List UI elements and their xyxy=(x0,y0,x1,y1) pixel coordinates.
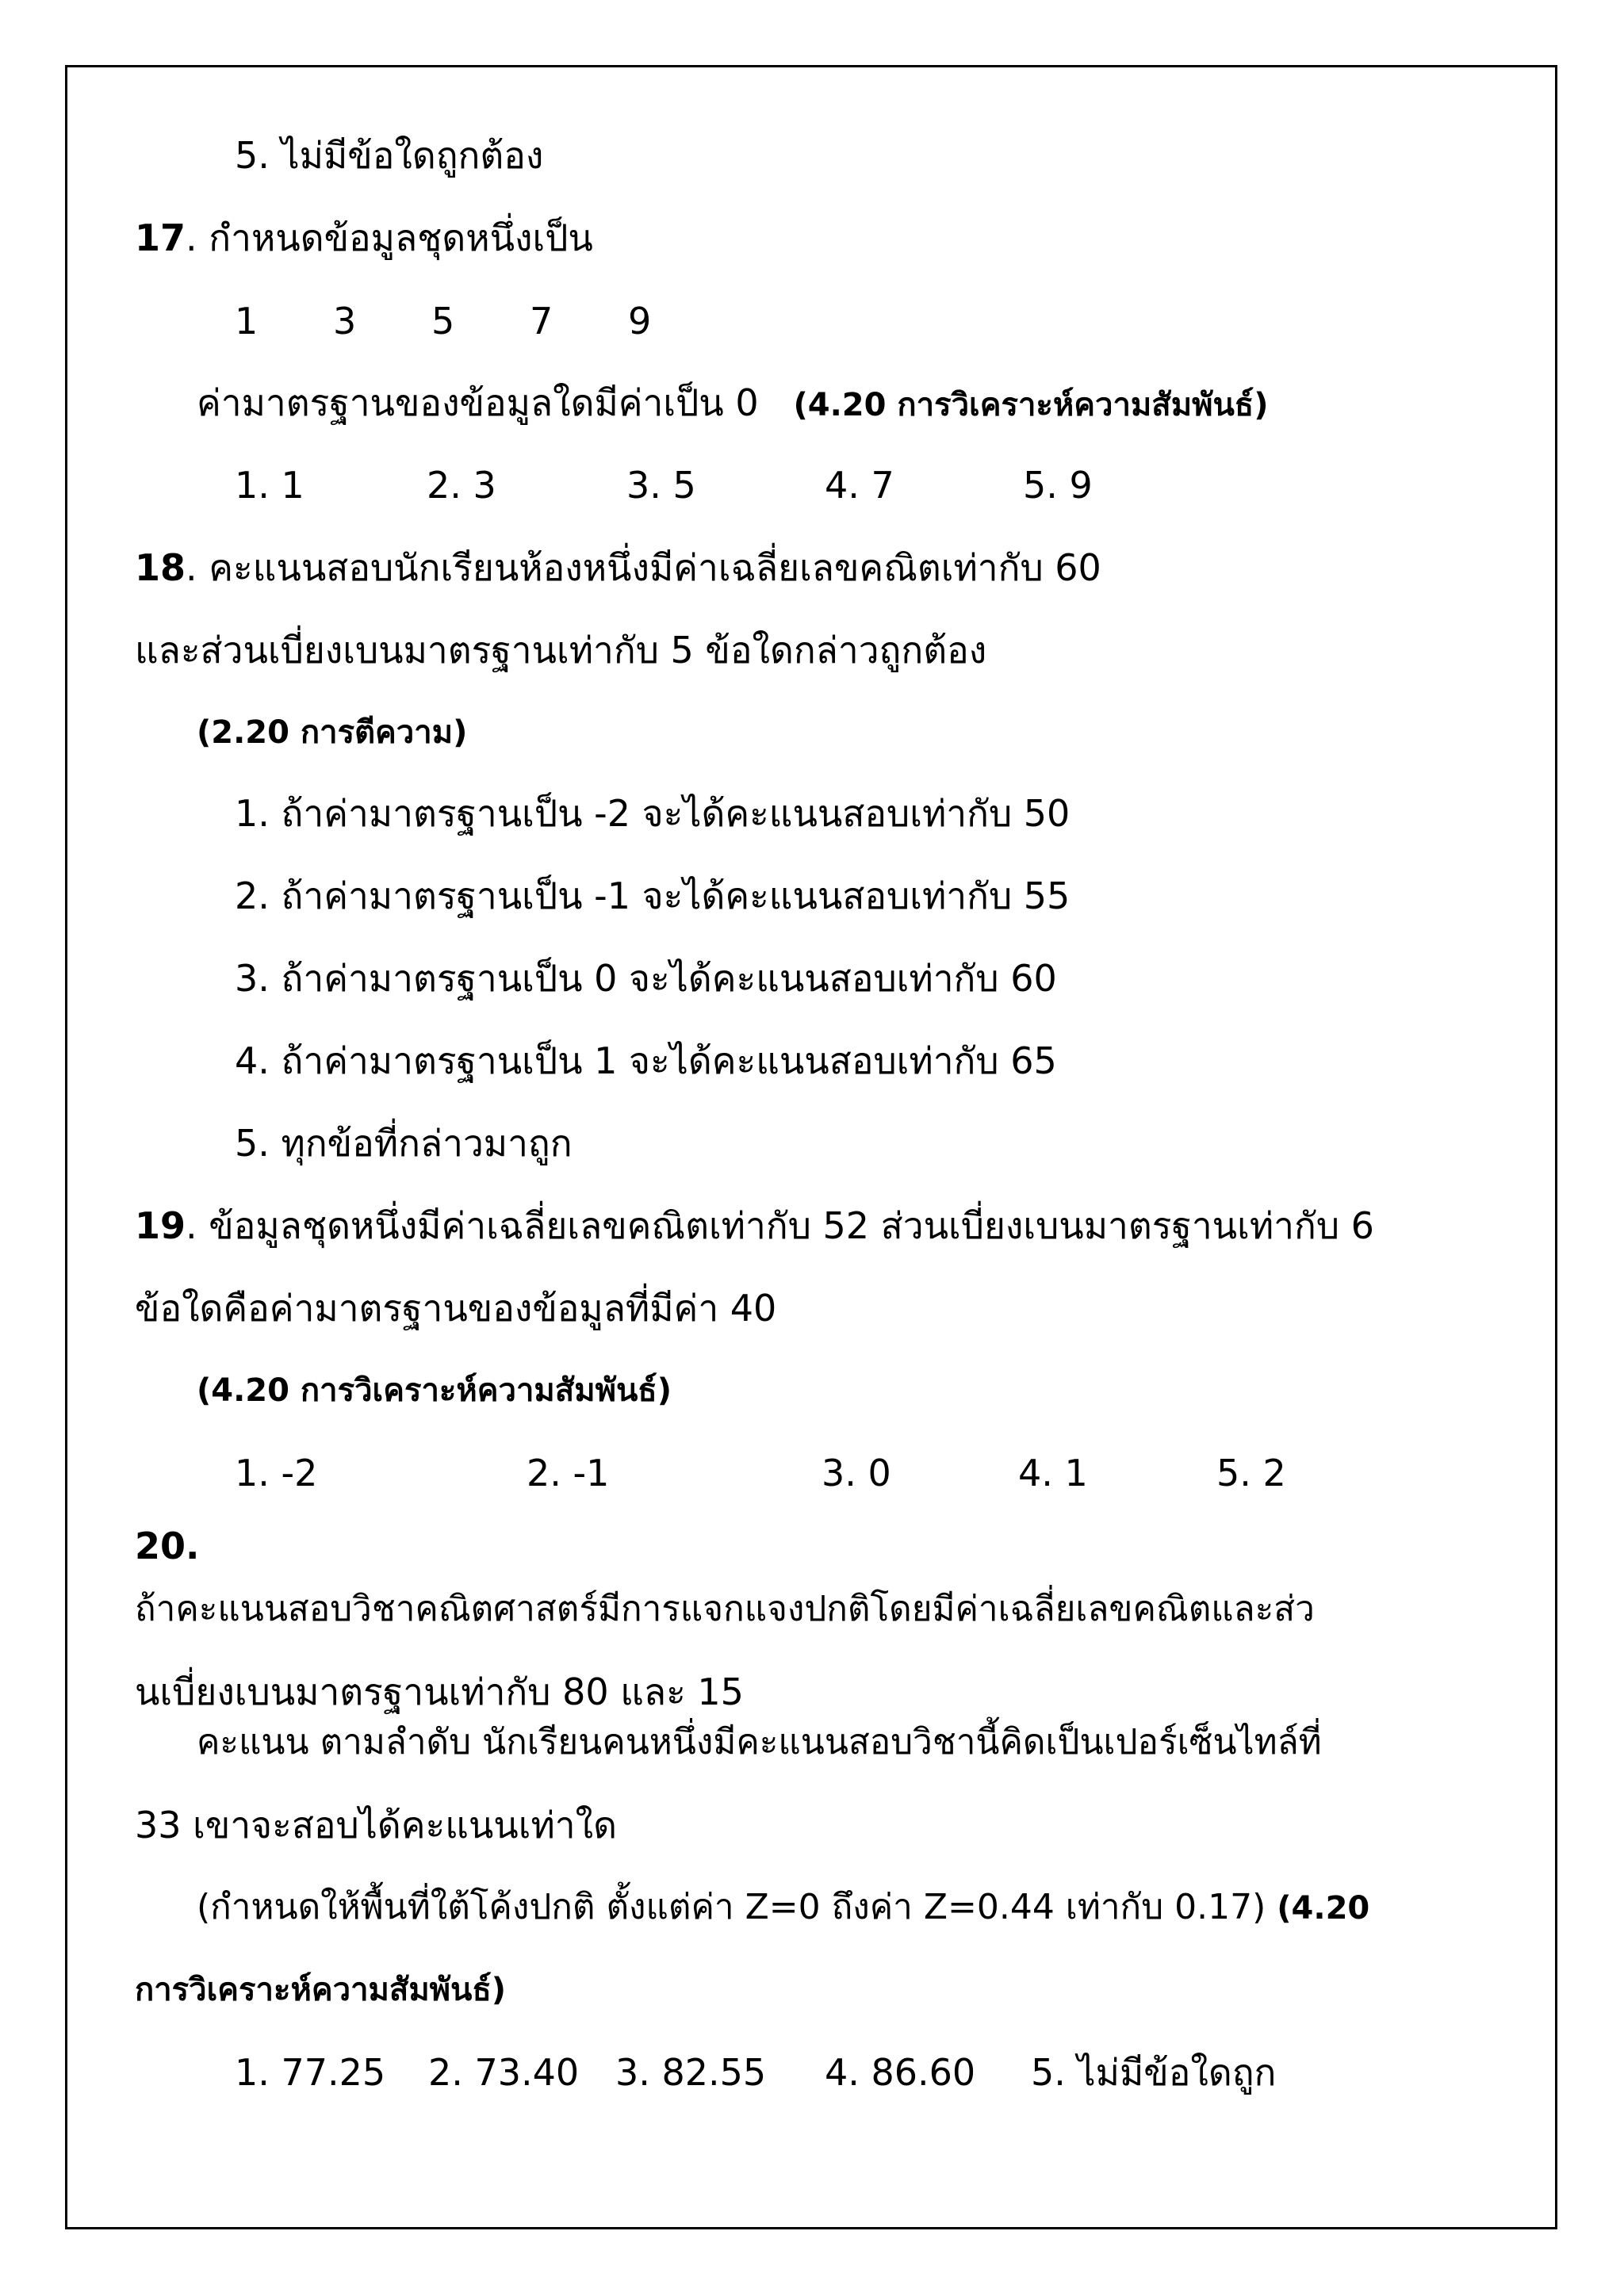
q17-option-4: 4. 7 xyxy=(825,464,894,507)
q17-option-5: 5. 9 xyxy=(1023,464,1093,507)
q19-option-5: 5. 2 xyxy=(1216,1452,1286,1494)
q20-option-1: 1. 77.25 xyxy=(235,2051,386,2094)
q18-number: 18 xyxy=(135,546,186,589)
q20-hint: (กำหนดให้พื้นที่ใต้โค้งปกติ ตั้งแต่ค่า Z=0 ถึงค่า Z=0.44 เท่ากับ 0.17) xyxy=(197,1887,1266,1927)
q19-stem-line-1 xyxy=(135,1202,1374,1249)
q20-stem-line-2: นเบี่ยงเบนมาตรฐานเท่ากับ 80 และ 15 xyxy=(135,1670,744,1713)
q20-hint-line xyxy=(197,1884,1369,1932)
q20-option-4: 4. 86.60 xyxy=(825,2051,976,2094)
q18-tag: (2.20 การตีความ) xyxy=(197,714,468,751)
q20-tag-part-2: การวิเคราะห์ความสัมพันธ์) xyxy=(135,1972,507,2008)
q20-stem-line-4: 33 เขาจะสอบได้คะแนนเท่าใด xyxy=(135,1804,617,1846)
q20-option-5: 5. ไม่มีข้อใดถูก xyxy=(1031,2051,1277,2094)
q17-option-3: 3. 5 xyxy=(626,464,696,507)
q16-option-5: 5. ไม่มีข้อใดถูกต้อง xyxy=(235,134,544,177)
q19-stem-text: . ข้อมูลชุดหนึ่งมีค่าเฉลี่ยเลขคณิตเท่ากับ 52 ส่วนเบี่ยงเบนมาตรฐานเท่ากับ 6 xyxy=(186,1204,1374,1247)
q20-number-line xyxy=(135,1522,200,1570)
q18-option-1: 1. ถ้าค่ามาตรฐานเป็น -2 จะได้คะแนนสอบเท่ากับ 50 xyxy=(235,792,1071,835)
q17-question-text: ค่ามาตรฐานของข้อมูลใดมีค่าเป็น 0 xyxy=(197,381,759,424)
q17-data-value: 7 xyxy=(530,300,553,342)
q18-stem-line-2: และส่วนเบี่ยงเบนมาตรฐานเท่ากับ 5 ข้อใดกล่าวถูกต้อง xyxy=(135,629,987,672)
q17-number: 17 xyxy=(135,216,186,259)
q20-stem-line-1: ถ้าคะแนนสอบวิชาคณิตศาสตร์มีการแจกแจงปกติโดยมีค่าเฉลี่ยเลขคณิตและส่ว xyxy=(135,1589,1315,1629)
q17-data-value: 9 xyxy=(628,300,652,342)
q17-option-1: 1. 1 xyxy=(235,464,304,507)
q17-tag: (4.20 การวิเคราะห์ความสัมพันธ์) xyxy=(793,387,1269,423)
q18-option-4: 4. ถ้าค่ามาตรฐานเป็น 1 จะได้คะแนนสอบเท่ากับ 65 xyxy=(235,1039,1057,1082)
q18-option-2: 2. ถ้าค่ามาตรฐานเป็น -1 จะได้คะแนนสอบเท่ากับ 55 xyxy=(235,874,1071,917)
q19-number: 19 xyxy=(135,1204,186,1247)
q17-data-value: 5 xyxy=(431,300,455,342)
q18-stem-line-1 xyxy=(135,544,1101,591)
q19-option-1: 1. -2 xyxy=(235,1452,318,1494)
q20-option-3: 3. 82.55 xyxy=(615,2051,767,2094)
q19-tag: (4.20 การวิเคราะห์ความสัมพันธ์) xyxy=(197,1372,672,1409)
q20-number: 20 xyxy=(135,1525,186,1567)
q20-stem-line-3: คะแนน ตามลำดับ นักเรียนคนหนึ่งมีคะแนนสอบวิชานี้คิดเป็นเปอร์เซ็นไทล์ที่ xyxy=(197,1722,1322,1762)
q19-stem-line-2: ข้อใดคือค่ามาตรฐานของข้อมูลที่มีค่า 40 xyxy=(135,1287,777,1330)
q19-option-3: 3. 0 xyxy=(822,1452,891,1494)
q17-question xyxy=(197,379,1268,429)
q20-option-2: 2. 73.40 xyxy=(428,2051,580,2094)
q18-stem-text: . คะแนนสอบนักเรียนห้องหนึ่งมีค่าเฉลี่ยเลขคณิตเท่ากับ 60 xyxy=(186,546,1101,589)
q18-option-5: 5. ทุกข้อที่กล่าวมาถูก xyxy=(235,1122,573,1165)
q17-option-2: 2. 3 xyxy=(427,464,496,507)
q17-stem-text: . กำหนดข้อมูลชุดหนึ่งเป็น xyxy=(186,216,593,259)
q20-tag-part-1: (4.20 xyxy=(1277,1890,1370,1927)
q19-option-2: 2. -1 xyxy=(527,1452,610,1494)
q17-data-value: 3 xyxy=(333,300,357,342)
q17-stem xyxy=(135,214,593,262)
q19-option-4: 4. 1 xyxy=(1018,1452,1088,1494)
q18-option-3: 3. ถ้าค่ามาตรฐานเป็น 0 จะได้คะแนนสอบเท่ากับ 60 xyxy=(235,957,1057,1000)
q20-period: . xyxy=(186,1525,200,1567)
q17-data-value: 1 xyxy=(235,300,259,342)
